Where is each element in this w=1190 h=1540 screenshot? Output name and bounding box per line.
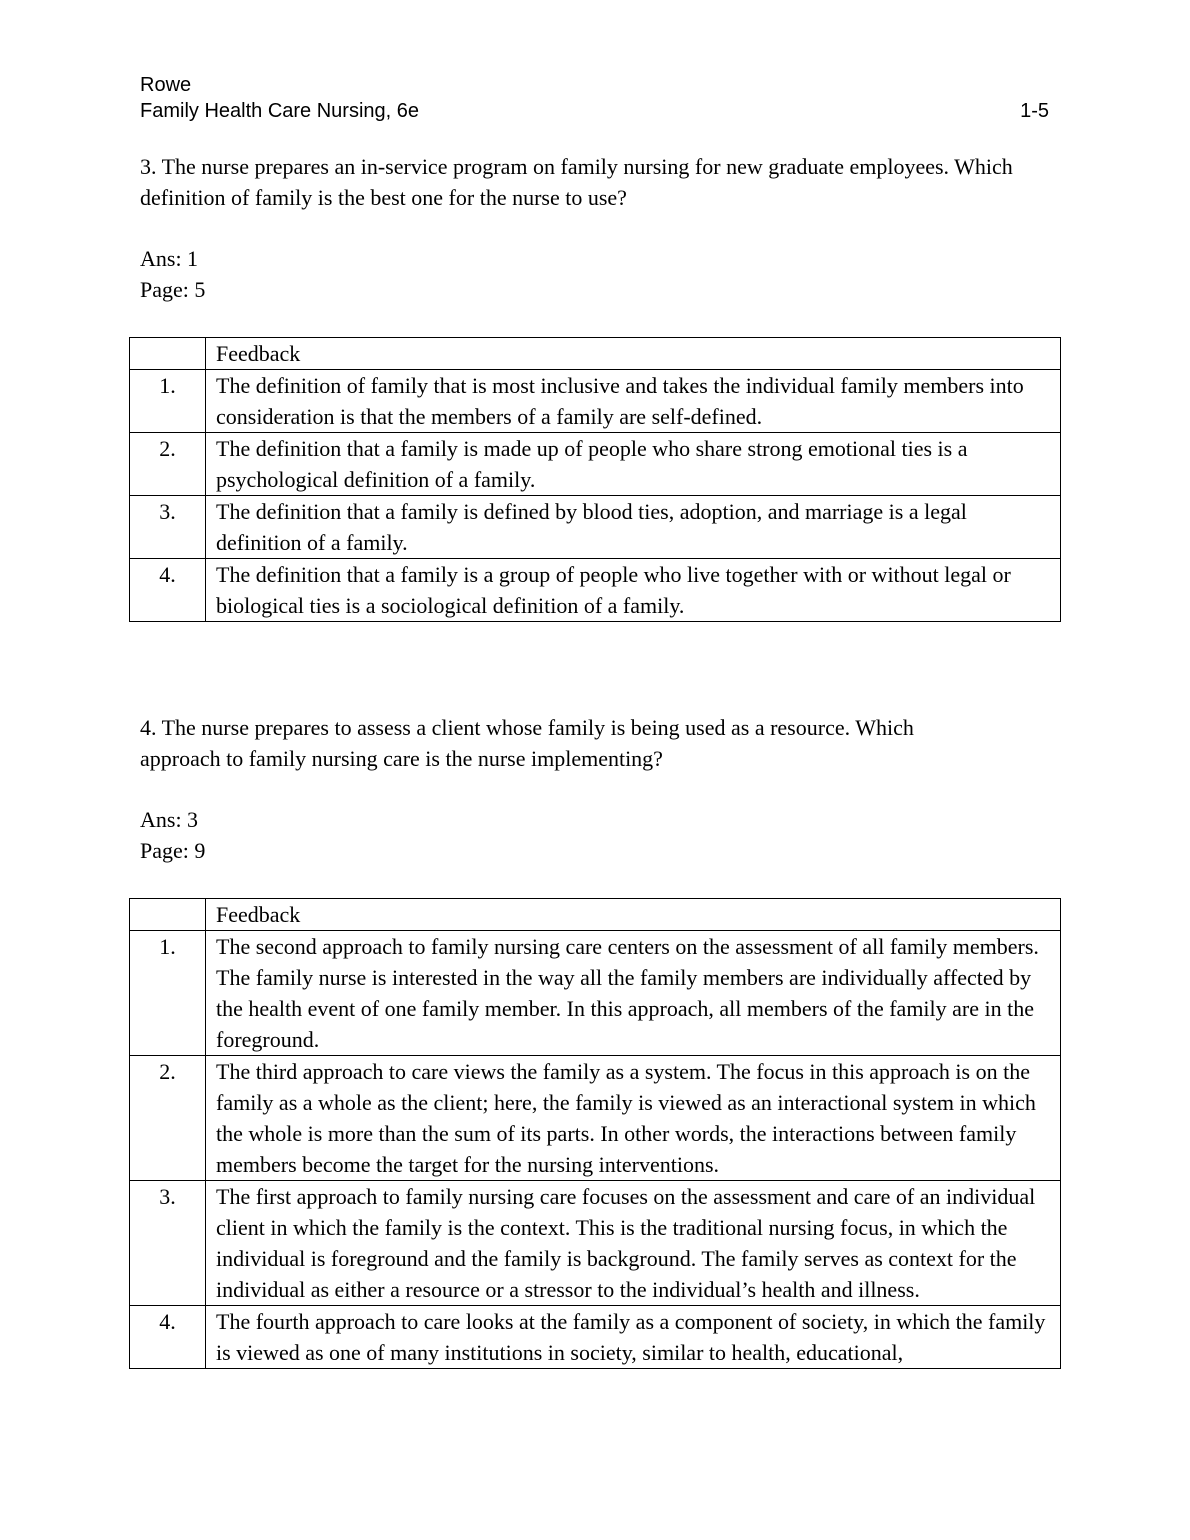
row-feedback: The fourth approach to care looks at the family as a component of society, in which the family is viewed as one of many institutions in society, similar to health, educational, <box>206 1306 1061 1369</box>
row-feedback: The third approach to care views the family as a system. The focus in this approach is on the family as a whole as the client; here, the family is viewed as an interactional system in which the whole is more than the sum of its parts. In other words, the interactions between family members become the target for the nursing interventions. <box>206 1056 1061 1181</box>
question-3-feedback-table <box>129 337 1061 622</box>
table-row <box>130 496 1061 559</box>
question-4-page: Page: 9 <box>140 838 206 863</box>
question-3-answer: Ans: 1 <box>140 246 199 271</box>
question-4-answer: Ans: 3 <box>140 807 199 832</box>
row-feedback: The definition that a family is made up of people who share strong emotional ties is a psychological definition of a family. <box>206 433 1061 496</box>
header-author: Rowe <box>140 74 192 96</box>
table-row <box>130 1056 1061 1181</box>
row-feedback: The definition that a family is a group of people who live together with or without legal or biological ties is a sociological definition of a family. <box>206 559 1061 622</box>
row-number: 3. <box>130 496 206 559</box>
row-number: 1. <box>130 370 206 433</box>
question-3-text: 3. The nurse prepares an in-service program on family nursing for new graduate employees. Which definition of family is the best one for the nurse to use? <box>140 154 1013 210</box>
table-row <box>130 433 1061 496</box>
row-feedback: The first approach to family nursing care focuses on the assessment and care of an individual client in which the family is the context. This is the traditional nursing focus, in which the individual is foreground and the family is background. The family serves as context for the individual as either a resource or a stressor to the individual’s health and illness. <box>206 1181 1061 1306</box>
row-number: 2. <box>130 433 206 496</box>
table-header-row <box>130 338 1061 370</box>
question-3-page: Page: 5 <box>140 277 206 302</box>
question-4-feedback-table <box>129 898 1061 1369</box>
table-header-row <box>130 899 1061 931</box>
row-number: 2. <box>130 1056 206 1181</box>
table-row <box>130 1181 1061 1306</box>
table-row <box>130 370 1061 433</box>
row-feedback: The definition of family that is most inclusive and takes the individual family members into consideration is that the members of a family are self-defined. <box>206 370 1061 433</box>
feedback-header: Feedback <box>206 899 1061 931</box>
row-number: 4. <box>130 559 206 622</box>
header-page-number: 1-5 <box>1020 100 1049 122</box>
row-number: 4. <box>130 1306 206 1369</box>
row-number: 1. <box>130 931 206 1056</box>
row-feedback: The definition that a family is defined by blood ties, adoption, and marriage is a legal definition of a family. <box>206 496 1061 559</box>
table-row <box>130 931 1061 1056</box>
header-title: Family Health Care Nursing, 6e <box>140 100 419 122</box>
row-number: 3. <box>130 1181 206 1306</box>
feedback-header: Feedback <box>206 338 1061 370</box>
question-4-text: 4. The nurse prepares to assess a client whose family is being used as a resource. Which approach to family nursing care is the nurse implementing? <box>140 715 914 771</box>
table-row <box>130 559 1061 622</box>
row-feedback: The second approach to family nursing care centers on the assessment of all family members. The family nurse is interested in the way all the family members are individually affected by the health event of one family member. In this approach, all members of the family are in the foreground. <box>206 931 1061 1056</box>
table-row <box>130 1306 1061 1369</box>
